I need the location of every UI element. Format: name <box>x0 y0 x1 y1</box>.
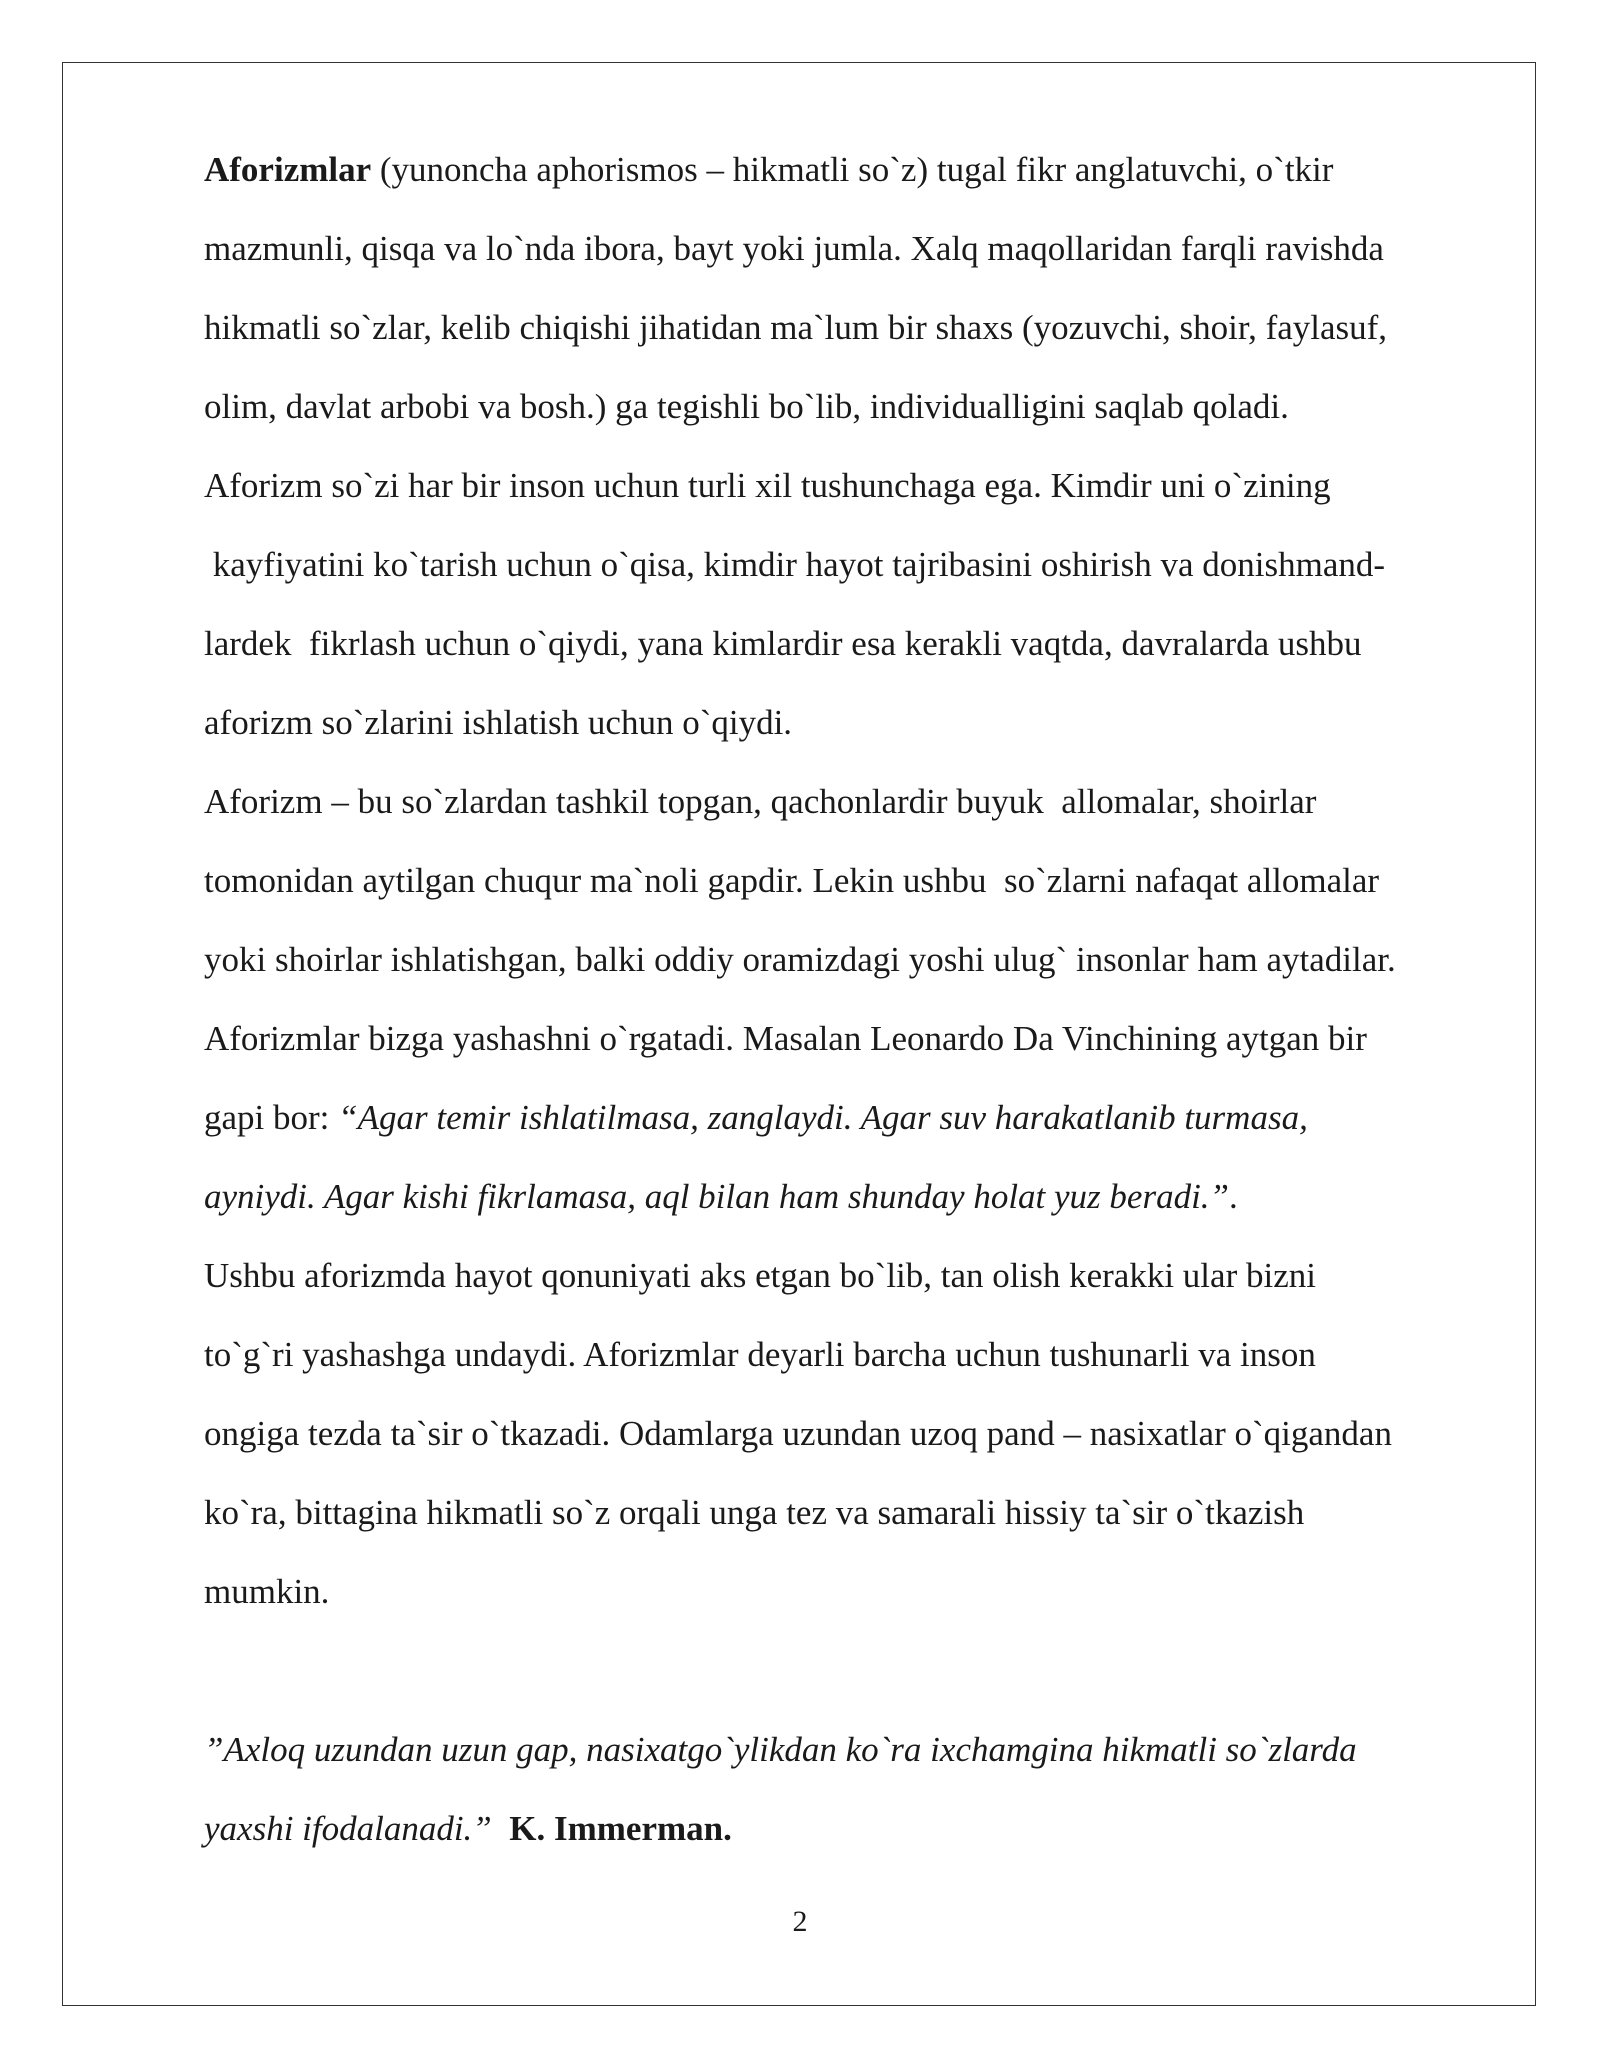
quote-intro-line <box>204 1088 1474 1167</box>
line-text: (yunoncha aphorismos – hikmatli so`z) tugal fikr anglatuvchi, o`tkir <box>371 150 1334 189</box>
term-heading: Aforizmlar <box>204 150 372 189</box>
text-line: Aforizm so`zi har bir inson uchun turli xil tushunchaga ega. Kimdir uni o`zining <box>204 466 1331 505</box>
text-line: to`g`ri yashashga undaydi. Aforizmlar deyarli barcha uchun tushunarli va inson <box>204 1335 1316 1374</box>
text-line: mazmunli, qisqa va lo`nda ibora, bayt yoki jumla. Xalq maqollaridan farqli ravishda <box>204 229 1384 268</box>
text-line: aforizm so`zlarini ishlatish uchun o`qiydi. <box>204 703 793 742</box>
text-line: tomonidan aytilgan chuqur ma`noli gapdir. Lekin ushbu so`zlarni nafaqat allomalar <box>204 861 1380 900</box>
line-text: gapi bor: <box>204 1098 339 1137</box>
text-line <box>204 140 1474 219</box>
text-line: Ushbu aforizmda hayot qonuniyati aks etgan bo`lib, tan olish kerakki ular bizni <box>204 1256 1316 1295</box>
quote-text: “Agar temir ishlatilmasa, zanglaydi. Agar suv harakatlanib turmasa, <box>338 1098 1308 1137</box>
text-line: hikmatli so`zlar, kelib chiqishi jihatidan ma`lum bir shaxs (yozuvchi, shoir, faylasuf, <box>204 308 1388 347</box>
text-line: lardek fikrlash uchun o`qiydi, yana kimlardir esa kerakli vaqtda, davralarda ushbu <box>204 624 1362 663</box>
text-line: ko`ra, bittagina hikmatli so`z orqali unga tez va samarali hissiy ta`sir o`tkazish <box>204 1493 1305 1532</box>
text-line: Aforizmlar bizga yashashni o`rgatadi. Masalan Leonardo Da Vinchining aytgan bir <box>204 1019 1367 1058</box>
blank-line <box>204 1641 1474 1720</box>
epigraph-line <box>204 1799 1474 1878</box>
text-line: olim, davlat arbobi va bosh.) ga tegishli bo`lib, individualligini saqlab qoladi. <box>204 387 1289 426</box>
epigraph-text: yaxshi ifodalanadi.” <box>204 1809 492 1848</box>
text-line: mumkin. <box>204 1572 330 1611</box>
text-line: kayfiyatini ko`tarish uchun o`qisa, kimdir hayot tajribasini oshirish va donishmand- <box>204 545 1386 584</box>
line-text: . <box>1229 1177 1238 1216</box>
spacer <box>492 1809 510 1848</box>
epigraph-author: K. Immerman. <box>509 1809 732 1848</box>
page-number: 2 <box>792 1905 808 1938</box>
text-line: yoki shoirlar ishlatishgan, balki oddiy oramizdagi yoshi ulug` insonlar ham aytadilar. <box>204 940 1396 979</box>
text-line: Aforizm – bu so`zlardan tashkil topgan, qachonlardir buyuk allomalar, shoirlar <box>204 782 1317 821</box>
quote-end-line <box>204 1167 1474 1246</box>
text-line: ongiga tezda ta`sir o`tkazadi. Odamlarga uzundan uzoq pand – nasixatlar o`qigandan <box>204 1414 1392 1453</box>
document-body <box>204 140 1474 1878</box>
quote-text: ayniydi. Agar kishi fikrlamasa, aql bilan ham shunday holat yuz beradi.” <box>204 1177 1230 1216</box>
epigraph-text: ”Axloq uzundan uzun gap, nasixatgo`ylikdan ko`ra ixchamgina hikmatli so`zlarda <box>204 1730 1357 1769</box>
epigraph-line <box>204 1720 1474 1799</box>
